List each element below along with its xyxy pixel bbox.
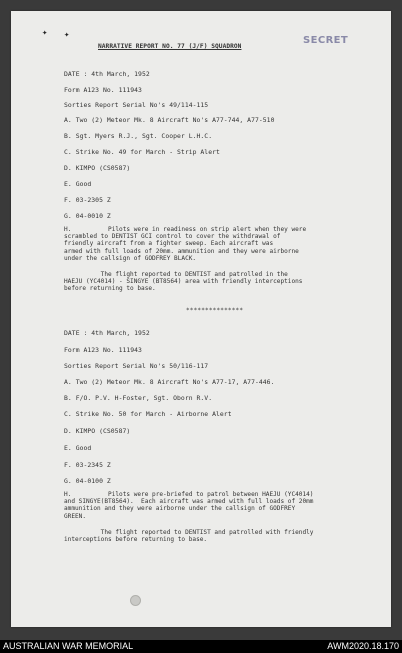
report1-item-a: A. Two (2) Meteor Mk. 8 Aircraft No's A77-744, A77-510 bbox=[64, 116, 275, 124]
ink-mark: ✦ bbox=[42, 28, 48, 38]
report1-item-e: E. Good bbox=[64, 180, 92, 188]
report2-item-g: G. 04-0100 Z bbox=[64, 477, 111, 485]
report2-item-c: C. Strike No. 50 for March - Airborne Alert bbox=[64, 410, 232, 418]
footer-institution: AUSTRALIAN WAR MEMORIAL bbox=[3, 641, 134, 651]
report1-item-c: C. Strike No. 49 for March - Strip Alert bbox=[64, 148, 220, 156]
report2-item-d: D. KIMPO (CS0587) bbox=[64, 427, 131, 435]
report2-item-e: E. Good bbox=[64, 444, 92, 452]
report2-date: DATE : 4th March, 1952 bbox=[64, 329, 150, 337]
report1-date: DATE : 4th March, 1952 bbox=[64, 70, 150, 78]
report2-paragraph-flight: The flight reported to DENTIST and patrolled with friendly interceptions before returning to base. bbox=[64, 529, 314, 544]
punch-hole bbox=[130, 595, 141, 606]
report2-item-a: A. Two (2) Meteor Mk. 8 Aircraft No's A77-17, A77-446. bbox=[64, 378, 275, 386]
report2-item-b: B. F/O. P.V. H-Foster, Sgt. Oborn R.V. bbox=[64, 394, 213, 402]
report1-sorties: Sorties Report Serial No's 49/114-115 bbox=[64, 101, 209, 109]
report1-paragraph-flight: The flight reported to DENTIST and patrolled in the HAEJU (YC4014) - SINGYE (BT8564) area with friendly interceptions before returning to base. bbox=[64, 271, 303, 293]
report1-item-b: B. Sgt. Myers R.J., Sgt. Cooper L.H.C. bbox=[64, 132, 213, 140]
report-title: NARRATIVE REPORT NO. 77 (J/F) SQUADRON bbox=[98, 43, 242, 50]
report1-item-f: F. 03-2305 Z bbox=[64, 196, 111, 204]
report1-form: Form A123 No. 111943 bbox=[64, 86, 142, 94]
report1-paragraph-h: H. Pilots were in readiness on strip alert when they were scrambled to DENTIST GCI control to cover the withdrawal of friendly aircraft from a fighter sweep. Each aircraft was armed with full loads of 20mm. ammunition and they were airborne under the callsign of GODFREY BLACK. bbox=[64, 226, 307, 262]
secret-stamp: SECRET bbox=[303, 35, 349, 46]
section-separator: *************** bbox=[186, 307, 244, 314]
report2-item-f: F. 03-2345 Z bbox=[64, 461, 111, 469]
report1-item-d: D. KIMPO (CS0587) bbox=[64, 164, 131, 172]
ink-mark: ✦ bbox=[64, 30, 70, 40]
footer-accession-number: AWM2020.18.170 bbox=[327, 641, 399, 651]
report2-form: Form A123 No. 111943 bbox=[64, 346, 142, 354]
archive-footer bbox=[0, 640, 402, 653]
report2-paragraph-h: H. Pilots were pre-briefed to patrol between HAEJU (YC4014) and SINGYE(BT8564). Each aircraft was armed with full loads of 20mm ammunition and they were airborne under the callsign of GODFREY GREEN. bbox=[64, 491, 314, 520]
report1-item-g: G. 04-0010 Z bbox=[64, 212, 111, 220]
report2-sorties: Sorties Report Serial No's 50/116-117 bbox=[64, 362, 209, 370]
